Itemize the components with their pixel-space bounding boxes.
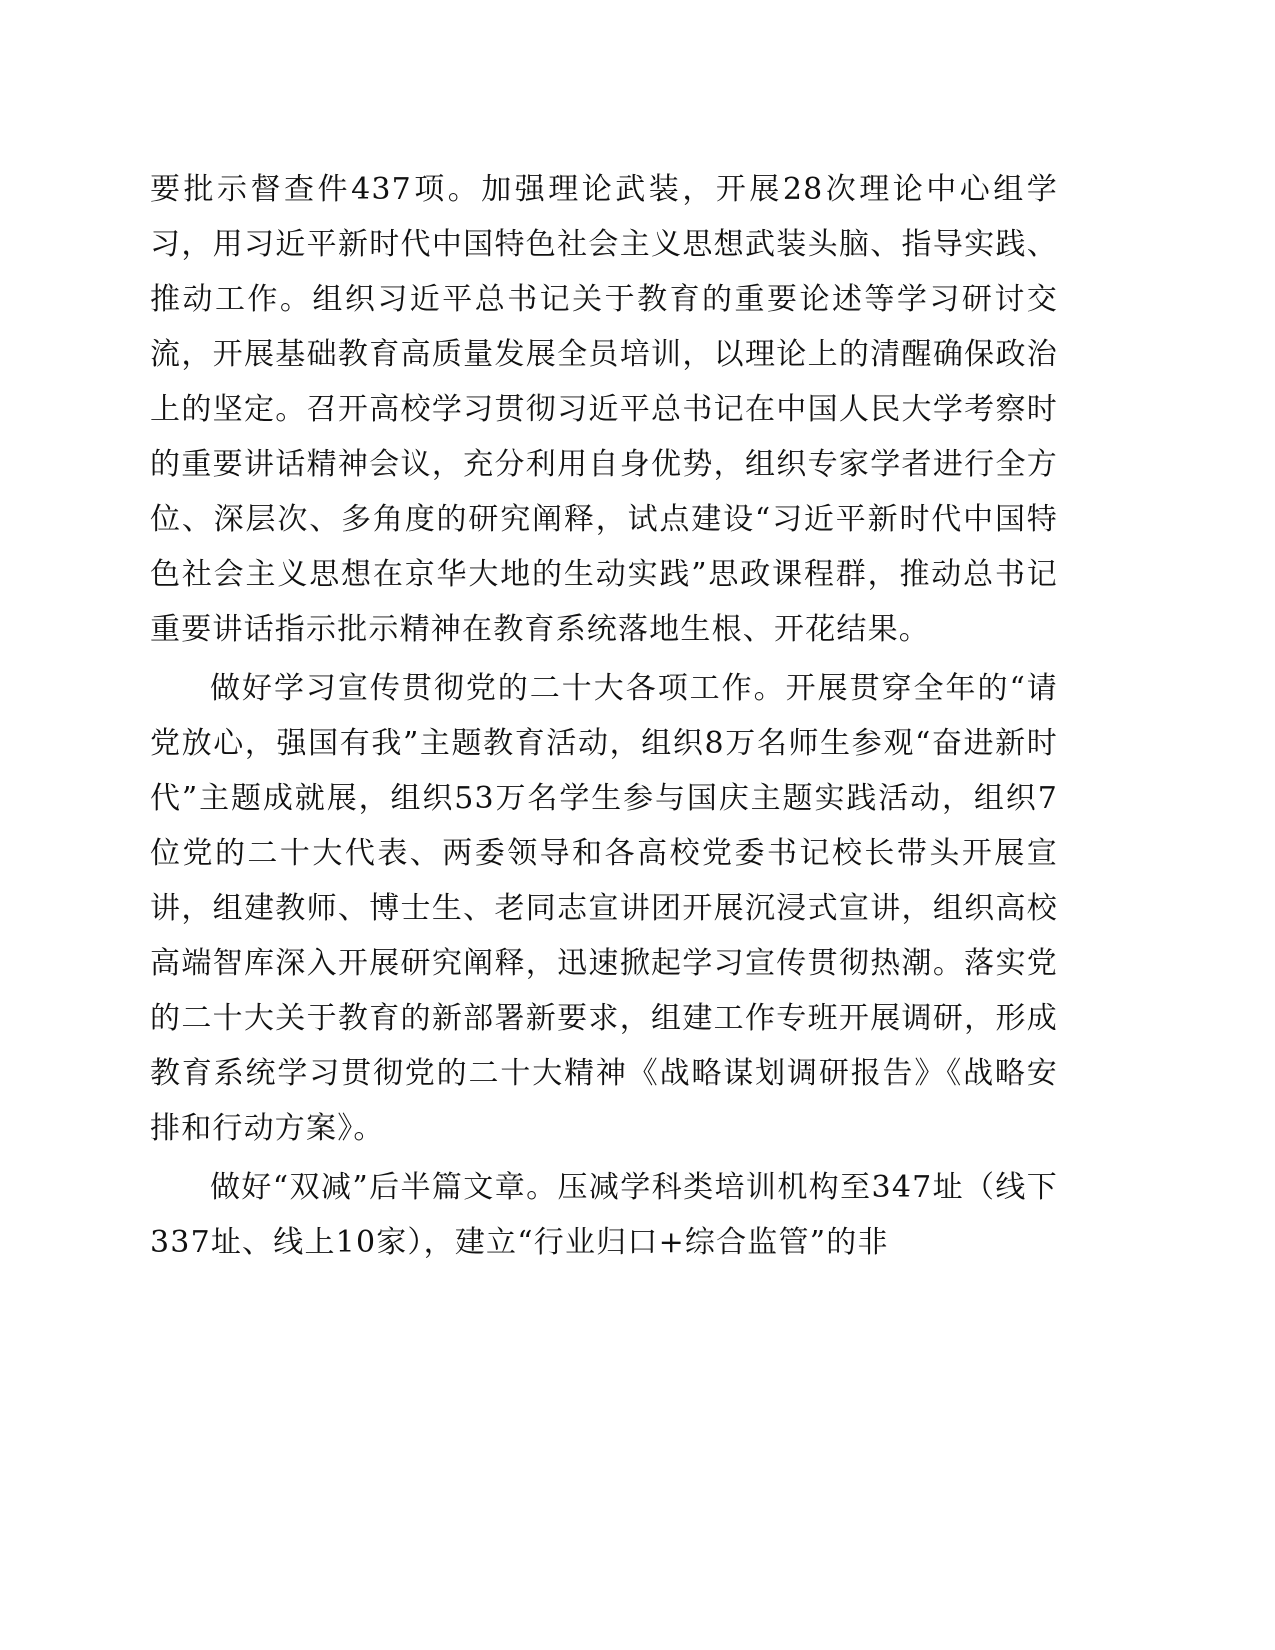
document-body [150, 162, 1058, 1270]
paragraph-3: 做好“双减”后半篇文章。压减学科类培训机构至347址（线下337址、线上10家），建立“行业归口+综合监管”的非 [150, 1170, 1058, 1260]
paragraph-2: 做好学习宣传贯彻党的二十大各项工作。开展贯穿全年的“请党放心，强国有我”主题教育活动，组织8万名师生参观“奋进新时代”主题成就展，组织53万名学生参与国庆主题实践活动，组织7位党的二十大代表、两委领导和各高校党委书记校长带头开展宣讲，组建教师、博士生、老同志宣讲团开展沉浸式宣讲，组织高校高端智库深入开展研究阐释，迅速掀起学习宣传贯彻热潮。落实党的二十大关于教育的新部署新要求，组建工作专班开展调研，形成教育系统学习贯彻党的二十大精神《战略谋划调研报告》《战略安排和行动方案》。 [150, 671, 1058, 1146]
paragraph-1: 要批示督查件437项。加强理论武装，开展28次理论中心组学习，用习近平新时代中国特色社会主义思想武装头脑、指导实践、推动工作。组织习近平总书记关于教育的重要论述等学习研讨交流，开展基础教育高质量发展全员培训，以理论上的清醒确保政治上的坚定。召开高校学习贯彻习近平总书记在中国人民大学考察时的重要讲话精神会议，充分利用自身优势，组织专家学者进行全方位、深层次、多角度的研究阐释，试点建设“习近平新时代中国特色社会主义思想在京华大地的生动实践”思政课程群，推动总书记重要讲话指示批示精神在教育系统落地生根、开花结果。 [150, 172, 1058, 647]
